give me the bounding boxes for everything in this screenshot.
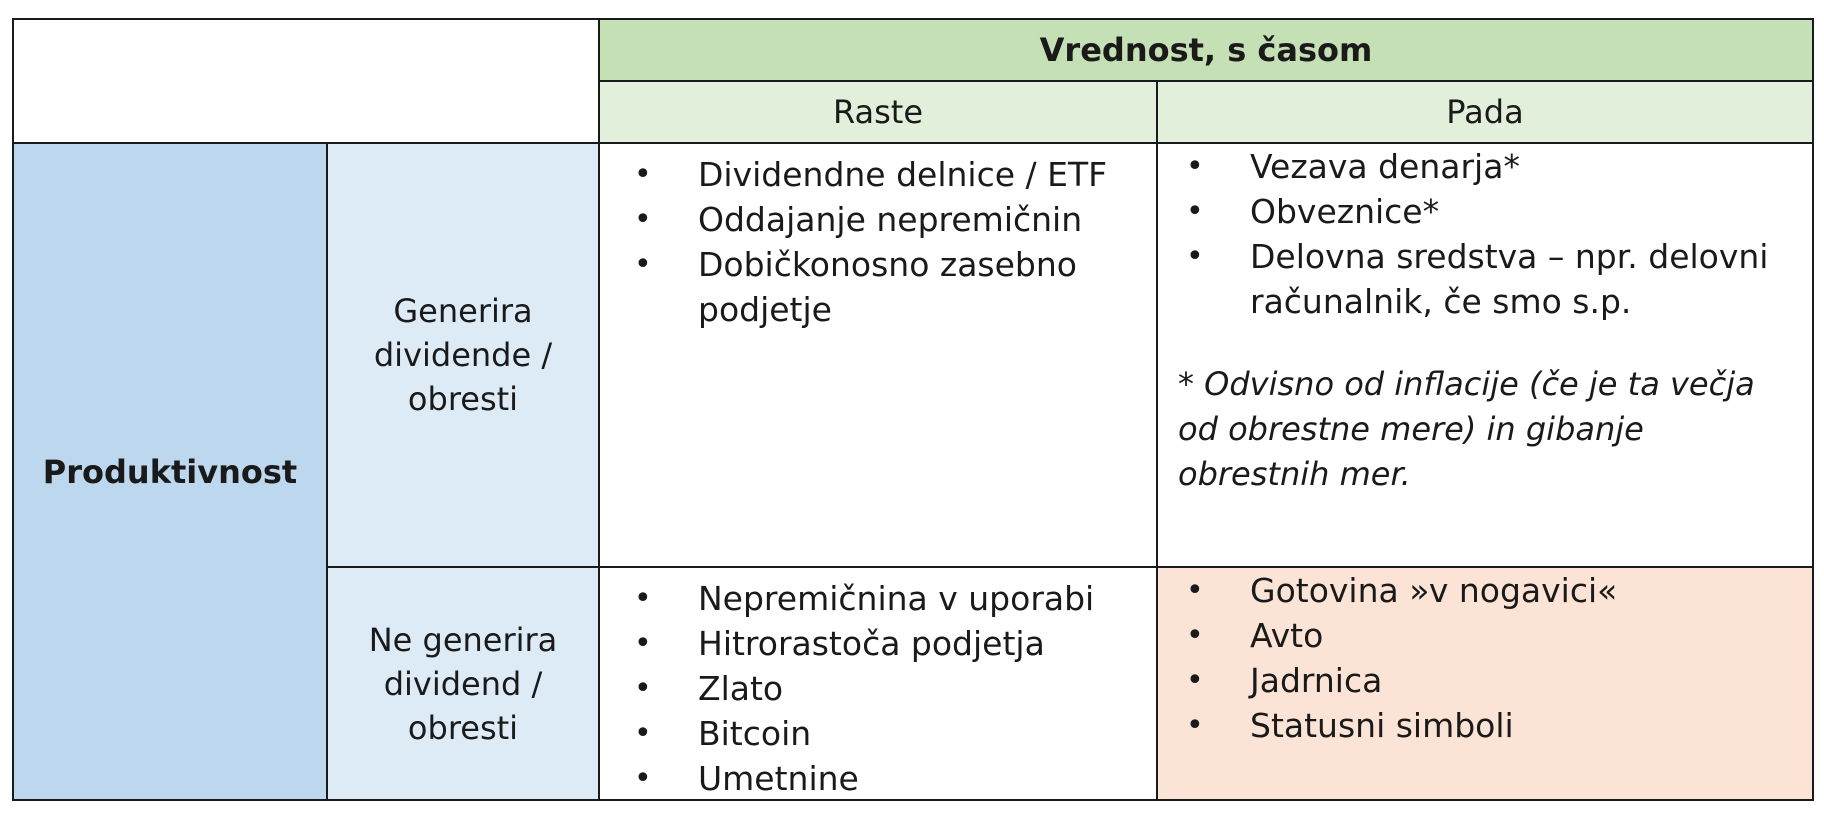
- inflation-footnote: * Odvisno od inflacije (če je ta večja od obrestne mere) in gibanje obrestnih mer.: [1178, 365, 1755, 493]
- list-ne-generira-raste: [626, 576, 1156, 801]
- cell-generira-pada: [1156, 142, 1814, 568]
- cell-ne-generira-pada: [1156, 566, 1814, 801]
- list-item: • Hitrorastoča podjetja: [626, 621, 1156, 666]
- list-item: • Dividendne delnice / ETF: [626, 152, 1156, 197]
- column-header-pada: [1156, 80, 1814, 144]
- row-label-generira: [326, 142, 600, 568]
- list-item: • Vezava denarja*: [1178, 144, 1794, 189]
- list-item: • Avto: [1178, 613, 1794, 658]
- list-generira-pada: [1178, 144, 1794, 324]
- list-generira-raste: [626, 152, 1156, 332]
- cell-ne-generira-raste: [598, 566, 1158, 801]
- list-item: • Delovna sredstva – npr. delovni računalnik, če smo s.p.: [1178, 234, 1794, 324]
- list-item: • Zlato: [626, 666, 1156, 711]
- productivity-axis-label: Produktivnost: [42, 452, 298, 491]
- value-productivity-matrix: [12, 18, 1814, 801]
- column-header-pada-label: Pada: [1446, 93, 1524, 131]
- row-label-ne-generira-text: Ne generira dividend / obresti: [368, 620, 558, 747]
- list-item: • Bitcoin: [626, 711, 1156, 756]
- productivity-axis: [12, 142, 328, 801]
- column-header-raste: [598, 80, 1158, 144]
- column-header-raste-label: Raste: [832, 93, 924, 131]
- row-label-generira-text: Generira dividende / obresti: [373, 292, 553, 418]
- corner-cell: [12, 18, 600, 144]
- row-label-ne-generira: [326, 566, 600, 801]
- list-item: • Nepremičnina v uporabi: [626, 576, 1156, 621]
- value-header: [598, 18, 1814, 82]
- value-header-title: Vrednost, s časom: [1039, 31, 1373, 69]
- list-item: • Statusni simboli: [1178, 703, 1794, 748]
- list-item: • Oddajanje nepremičnin: [626, 197, 1156, 242]
- list-item: • Dobičkonosno zasebno podjetje: [626, 242, 1156, 332]
- cell-generira-raste: [598, 142, 1158, 568]
- list-item: • Obveznice*: [1178, 189, 1794, 234]
- list-item: • Umetnine: [626, 756, 1156, 801]
- list-item: • Gotovina »v nogavici«: [1178, 568, 1794, 613]
- list-item: • Jadrnica: [1178, 658, 1794, 703]
- list-ne-generira-pada: [1178, 568, 1794, 748]
